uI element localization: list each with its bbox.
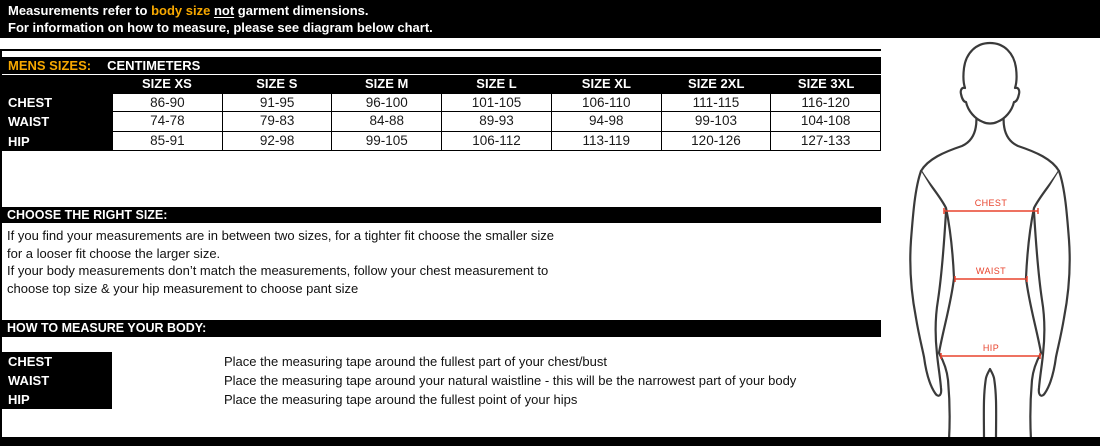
size-value-cell: 106-112 bbox=[441, 132, 551, 151]
measure-label: WAIST bbox=[0, 371, 112, 390]
column-header: SIZE XS bbox=[112, 75, 222, 93]
table-header-row bbox=[0, 75, 881, 93]
size-value-cell: 86-90 bbox=[112, 93, 222, 112]
instruction-line: choose top size & your hip measurement to choose pant size bbox=[7, 280, 359, 296]
waist-line-label: WAIST bbox=[975, 266, 1007, 276]
row-label: CHEST bbox=[0, 93, 112, 112]
size-value-cell: 85-91 bbox=[112, 132, 222, 151]
instruction-line: If your body measurements don’t match the measurements, follow your chest measurement to bbox=[7, 263, 549, 278]
body-measurement-diagram bbox=[898, 38, 1100, 440]
size-value-cell: 116-120 bbox=[770, 93, 881, 112]
measure-row bbox=[0, 390, 881, 409]
table-row bbox=[0, 112, 881, 131]
measure-label: HIP bbox=[0, 390, 112, 409]
measure-description: Place the measuring tape around your natural waistline - this will be the narrowest part of your body bbox=[224, 373, 797, 388]
mens-sizes-header-bar bbox=[0, 57, 881, 74]
size-value-cell: 113-119 bbox=[551, 132, 661, 151]
units-label: CENTIMETERS bbox=[107, 58, 201, 73]
note-not-underlined: not bbox=[213, 3, 235, 18]
measure-row bbox=[0, 352, 881, 371]
table-row bbox=[0, 132, 881, 151]
instruction-line: If you find your measurements are in between two sizes, for a tighter fit choose the smaller size bbox=[7, 228, 554, 243]
measurement-note-banner bbox=[0, 0, 1100, 38]
note-line1-pre: Measurements refer to bbox=[8, 3, 152, 18]
size-value-cell: 120-126 bbox=[661, 132, 771, 151]
chest-line-label: CHEST bbox=[974, 198, 1008, 208]
size-value-cell: 104-108 bbox=[770, 112, 881, 131]
head-outline bbox=[961, 43, 1020, 124]
table-row bbox=[0, 93, 881, 112]
left-arm-outline bbox=[910, 171, 946, 396]
measure-description: Place the measuring tape around the fullest point of your hips bbox=[224, 392, 578, 407]
how-to-measure-list bbox=[0, 352, 881, 409]
mens-sizes-title: MENS SIZES: bbox=[8, 58, 92, 73]
instruction-line: for a looser fit choose the larger size. bbox=[7, 245, 221, 261]
right-arm-outline bbox=[1034, 171, 1070, 396]
note-body-size-highlight: body size bbox=[151, 3, 211, 18]
chart-top-rule bbox=[0, 49, 881, 51]
column-header: SIZE 3XL bbox=[771, 75, 881, 93]
table-corner-cell bbox=[0, 75, 112, 93]
size-value-cell: 79-83 bbox=[222, 112, 332, 131]
column-header: SIZE XL bbox=[551, 75, 661, 93]
column-header: SIZE 2XL bbox=[661, 75, 771, 93]
size-value-cell: 91-95 bbox=[222, 93, 332, 112]
measure-label: CHEST bbox=[0, 352, 112, 371]
size-value-cell: 94-98 bbox=[551, 112, 661, 131]
size-value-cell: 111-115 bbox=[661, 93, 771, 112]
bottom-border-bar bbox=[0, 437, 1100, 446]
note-line1-post: garment dimensions. bbox=[234, 3, 369, 18]
row-label: WAIST bbox=[0, 112, 112, 131]
size-chart-table bbox=[0, 75, 881, 151]
hip-line-label: HIP bbox=[982, 343, 1000, 353]
size-value-cell: 99-103 bbox=[661, 112, 771, 131]
note-line-1 bbox=[8, 2, 1100, 19]
column-header: SIZE S bbox=[222, 75, 332, 93]
measure-description: Place the measuring tape around the fullest part of your chest/bust bbox=[224, 354, 608, 369]
size-value-cell: 101-105 bbox=[441, 93, 551, 112]
choose-size-heading: CHOOSE THE RIGHT SIZE: bbox=[0, 207, 881, 223]
size-value-cell: 74-78 bbox=[112, 112, 222, 131]
size-value-cell: 96-100 bbox=[331, 93, 441, 112]
size-value-cell: 106-110 bbox=[551, 93, 661, 112]
how-to-measure-heading: HOW TO MEASURE YOUR BODY: bbox=[0, 320, 881, 337]
row-label: HIP bbox=[0, 132, 112, 151]
column-header: SIZE M bbox=[332, 75, 442, 93]
column-header: SIZE L bbox=[442, 75, 552, 93]
size-value-cell: 99-105 bbox=[331, 132, 441, 151]
size-value-cell: 84-88 bbox=[331, 112, 441, 131]
size-value-cell: 92-98 bbox=[222, 132, 332, 151]
choose-size-instructions bbox=[0, 227, 554, 297]
size-value-cell: 127-133 bbox=[770, 132, 881, 151]
measure-row bbox=[0, 371, 881, 390]
size-value-cell: 89-93 bbox=[441, 112, 551, 131]
note-line-2: For information on how to measure, please see diagram below chart. bbox=[8, 20, 433, 35]
